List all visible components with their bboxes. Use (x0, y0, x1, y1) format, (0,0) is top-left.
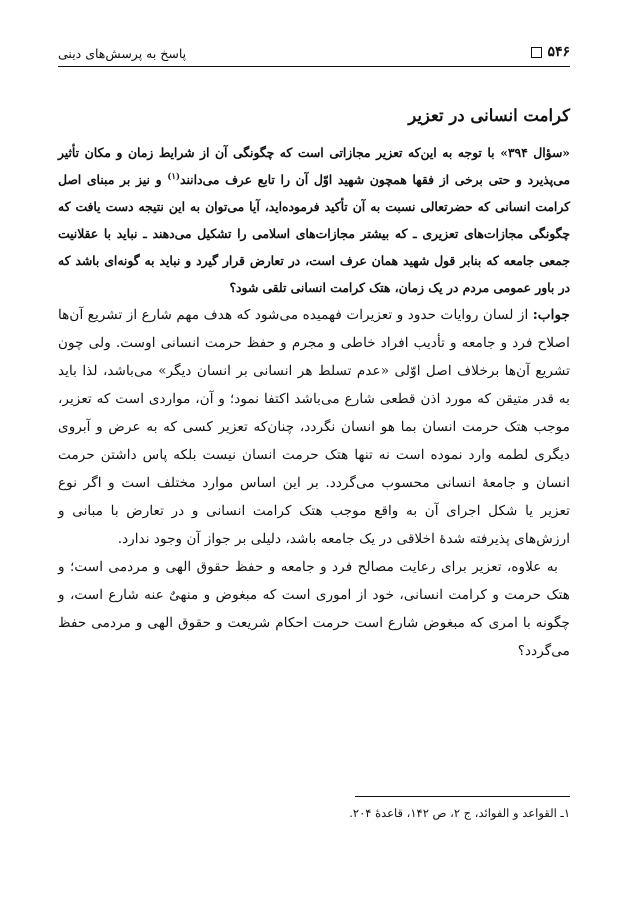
square-icon (531, 47, 542, 58)
header-rule (58, 66, 570, 67)
page-header (58, 44, 570, 66)
answer-text: از لسان روایات حدود و تعزیرات فهمیده می‌شود که هدف مهم شارع از تشریع آن‌ها اصلاح فرد و جامعه و تأدیب افراد خاطی و مجرم و حفظ حرمت انسانی اوست. ولی چون تشریع آن‌ها برخلاف اصل اوّلی «عدم تسلط هر انسانی بر انسان دیگر» می‌باشد، لذا باید به قدر متیقن که مورد اذن قطعی شارع می‌باشد اکتفا نمود؛ و آن، مواردی است که تعزیر، موجب هتک حرمت انسان بما هو انسان نگردد، چنان‌که تعزیر کسی که به عرض و آبروی دیگری لطمه وارد نموده است نه تنها هتک حرمت انسان نیست بلکه پاس داشتن حرمت انسان و جامعهٔ انسانی محسوب می‌گردد. بر این اساس موارد مختلف است و اگر نوع تعزیر یا شکل اجرای آن به واقع موجب هتک کرامت انسانی و در تعارض با مبانی و ارزش‌های پذیرفته شدهٔ اخلاقی در یک جامعه باشد، دلیلی بر جواز آن وجود ندارد. (58, 307, 570, 547)
page-body (58, 106, 570, 665)
page-number: ۵۴۶ (547, 44, 570, 60)
question-text-continued: و نیز بر مبنای اصل کرامت انسانی که حضرتعالی نسبت به آن تأکید فرموده‌اید، آیا می‌توان به این نتیجه دست یافت که چگونگی مجازات‌های تعزیری ـ که بیشتر مجازات‌های اسلامی را تشکیل می‌دهند ـ نباید با عقلانیت جمعی جامعه که بنابر قول شهید همان عرف است، در تعارض قرار گیرد و نباید به گونه‌ای باشد که در باور عمومی مردم در یک زمان، هتک کرامت انسانی تلقی شود؟ (58, 172, 570, 295)
running-title: پاسخ به پرسش‌های دینی (58, 46, 187, 61)
footnote-rule (355, 796, 570, 797)
page-number-block (531, 44, 570, 60)
footnote: ۱ـ القواعد و الفوائد، ج ۲، ص ۱۴۲، قاعدهٔ ۲۰۴. (349, 806, 570, 820)
question-paragraph (58, 139, 570, 301)
footnote-ref: (۱) (167, 171, 180, 182)
section-title: کرامت انسانی در تعزیر (408, 106, 570, 125)
answer-paragraph (58, 301, 570, 553)
second-paragraph: به علاوه، تعزیر برای رعایت مصالح فرد و جامعه و حفظ حقوق الهی و مردمی است؛ و هتک حرمت و کرامت انسانی، خود از اموری است که مبغوض و منهیٌ عنه شارع است، و چگونه با امری که مبغوض شارع است حرمت احکام شریعت و حقوق الهی و مردمی حفظ می‌گردد؟ (58, 559, 570, 659)
answer-label: جواب: (532, 307, 570, 323)
question-text: «سؤال ۳۹۴» با توجه به این‌که تعزیر مجازاتی است که چگونگی آن از شرایط زمان و مکان تأثیر می‌پذیرد و حتی برخی از فقها همچون شهید اوّل آن را تابع عرف می‌دانند (58, 145, 570, 187)
